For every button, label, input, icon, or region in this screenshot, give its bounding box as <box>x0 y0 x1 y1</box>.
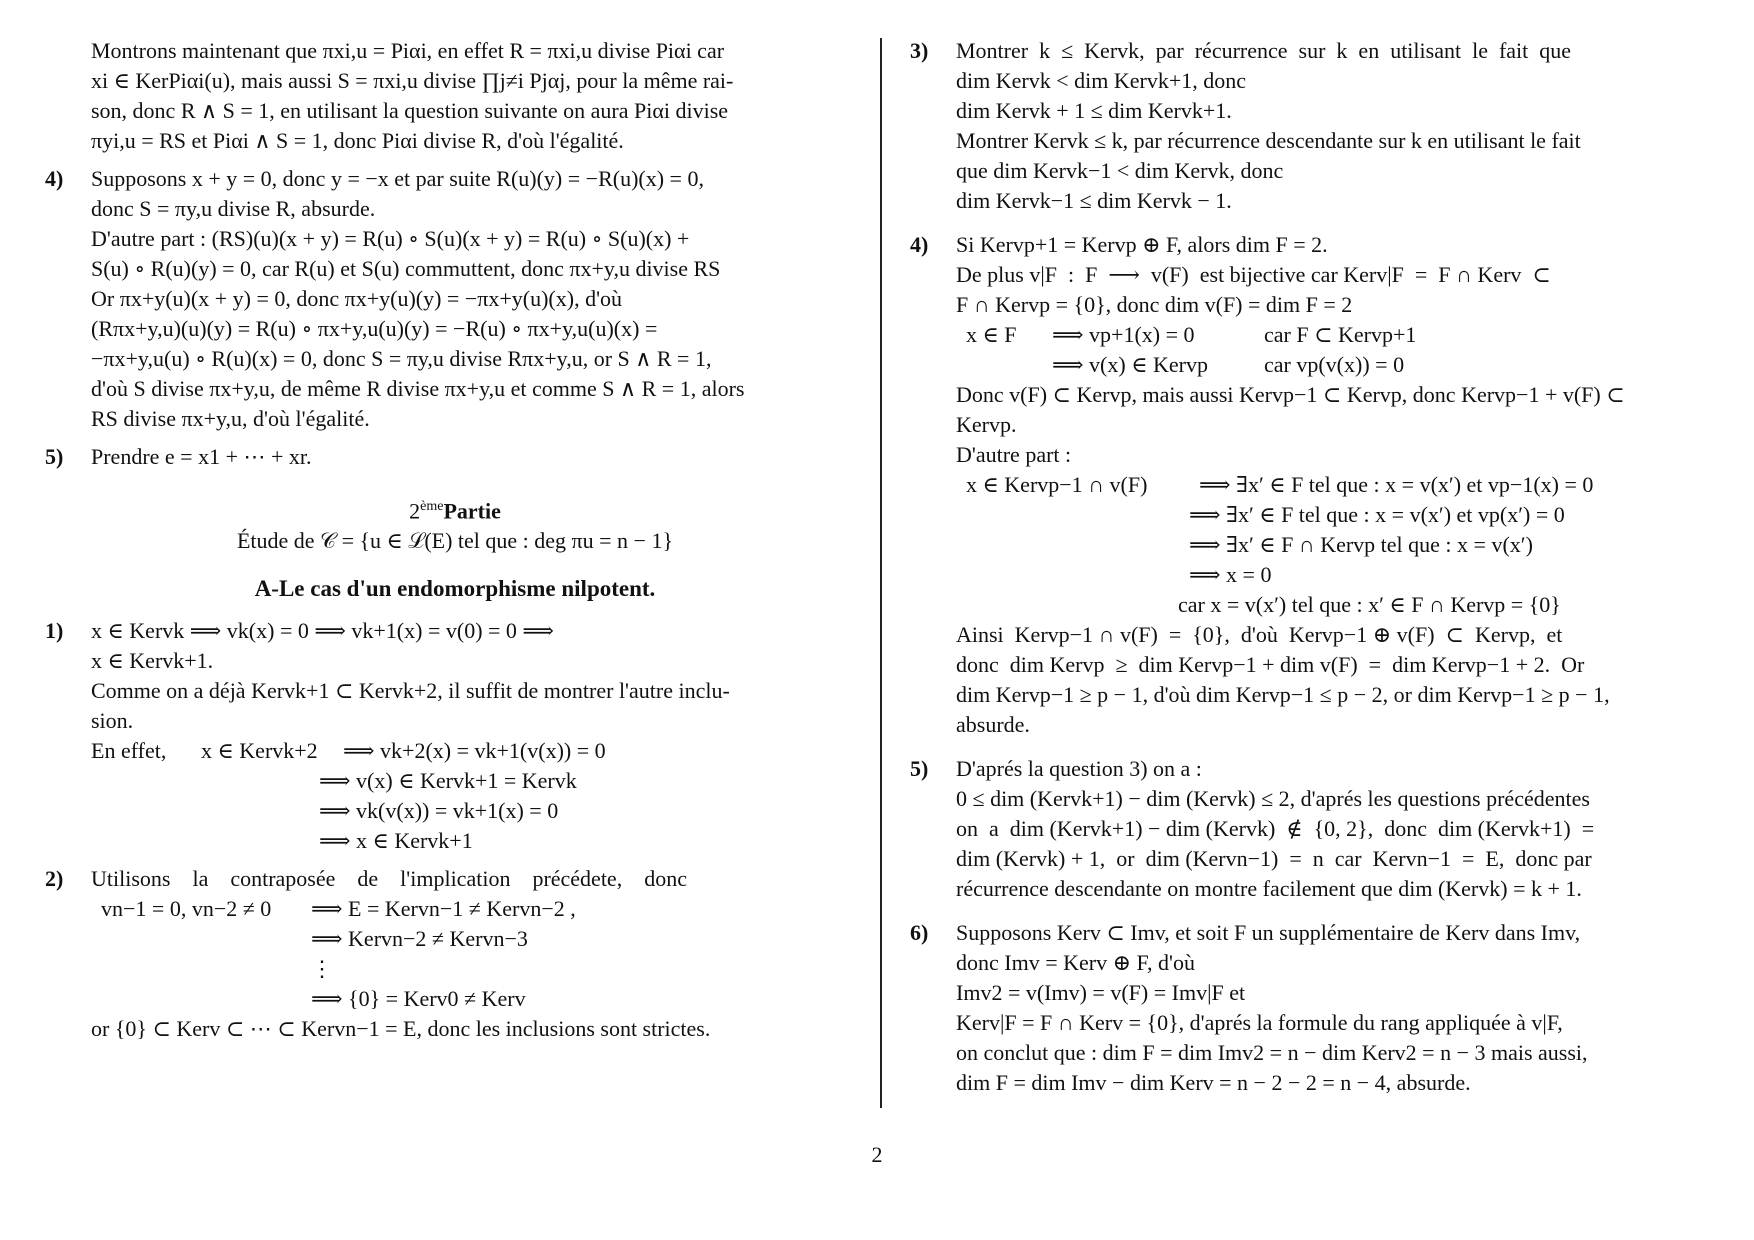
question-4: 4) Supposons x + y = 0, donc y = −x et par suite R(u)(y) = −R(u)(x) = 0, donc S = πy,u divise R, absurde. D'autre part : (RS)(u)(x + y) = R(u) ∘ S(u)(x + y) = R(u) ∘ S(u)(x) + S(u) ∘ R(u)(y) = 0, car R(u) et S(u) commuttent, donc πx+y,u divise RS Or πx+y(u)(x + y) = 0, donc πx+y(u)(y) = −πx+y(u)(x), d'où (Rπx+y,u)(u)(y) = R(u) ∘ πx+y,u(u)(y) = −R(u) ∘ πx+y,u(u)(x) = −πx+y,u(u) ∘ R(u)(x) = 0, donc S = πy,u divise Rπx+y,u, or S ∧ R = 1, d'où S divise πx+y,u, de même R divise πx+y,u et comme S ∧ R = 1, alors RS divise πx+y,u, d'où l'égalité. <box>45 166 745 431</box>
question-number: 5) <box>45 444 64 469</box>
question-number: 6) <box>910 920 929 945</box>
implication-row: x ∈ F ⟹ vp+1(x) = 0 car F ⊂ Kervp+1 <box>966 322 1417 347</box>
question-number: 3) <box>910 38 929 63</box>
question-a2: 2) Utilisons la contraposée de l'implication précédete, donc vn−1 = 0, vn−2 ≠ 0 ⟹ E = Kervn−1 ≠ Kervn−2 , ⟹ Kervn−2 ≠ Kervn−3 ⋮ ⟹ {0} = Kerv0 ≠ Kerv or {0} ⊂ Kerv ⊂ ⋯ ⊂ Kervn−1 = E, donc les inclusions sont strictes. <box>45 864 865 1044</box>
question-5-right: 5) D'aprés la question 3) on a : 0 ≤ dim (Kervk+1) − dim (Kervk) ≤ 2, d'aprés les questions précédentes on a dim (Kervk+1) − dim (Kervk) ∉ {0, 2}, donc dim (Kervk+1) = dim (Kervk) + 1, or dim (Kervn−1) = n car Kervn−1 = E, donc par récurrence descendante on montre facilement que dim (Kervk) = k + 1. <box>910 756 1595 901</box>
question-number: 4) <box>910 232 929 257</box>
question-4-right: 4) Si Kervp+1 = Kervp ⊕ F, alors dim F = 2. De plus v|F : F ⟶ v(F) est bijective car Kerv|F = F ∩ Kerv ⊂ F ∩ Kervp = {0}, donc dim v(F) = dim F = 2 x ∈ F ⟹ vp+1(x) = 0 car F ⊂ Kervp+1 ⟹ v(x) ∈ Kervp car vp(v(x)) = 0 Donc v(F) ⊂ Kervp, mais aussi Kervp−1 ⊂ Kervp, donc Kervp−1 + v(F) ⊂ Kervp. D'autre part : x ∈ Kervp−1 ∩ v(F) ⟹ ∃x′ ∈ F tel que : x = v(x′) et vp−1(x) = 0 ⟹ ∃x′ ∈ F tel que : x = v(x′) et vp(x′) = 0 ⟹ ∃x′ ∈ F ∩ Kervp tel que : x = v(x′) ⟹ x = 0 car x = v(x′) tel que : x′ ∈ F ∩ Kervp = {0} Ainsi Kervp−1 ∩ v(F) = {0}, d'où Kervp−1 ⊕ v(F) ⊂ Kervp, et donc dim Kervp ≥ dim Kervp−1 + dim v(F) = dim Kervp−1 + 2. Or dim Kervp−1 ≥ p − 1, d'où dim Kervp−1 ≤ p − 2, or dim Kervp−1 ≥ p − 1, absurde. <box>910 230 1732 740</box>
question-number: 5) <box>910 756 929 781</box>
part-subtitle: Étude de 𝒞 = {u ∈ ℒ(E) tel que : deg πu = n − 1} <box>236 528 674 554</box>
question-3: 3) Montrer k ≤ Kervk, par récurrence sur k en utilisant le fait que dim Kervk < dim Kervk+1, donc dim Kervk + 1 ≤ dim Kervk+1. Montrer Kervk ≤ k, par récurrence descendante sur k en utilisant le fait que dim Kervk−1 < dim Kervk, donc dim Kervk−1 ≤ dim Kervk − 1. <box>910 38 1581 213</box>
implication-row: ⟹ v(x) ∈ Kervp car vp(v(x)) = 0 <box>1052 352 1405 377</box>
implication-row: vn−1 = 0, vn−2 ≠ 0 ⟹ E = Kervn−1 ≠ Kervn−2 , <box>101 896 576 922</box>
intro-paragraph: Montrons maintenant que πxi,u = Piαi, en effet R = πxi,u divise Piαi car xi ∈ KerPiαi(u), mais aussi S = πxi,u divise ∏j≠i Pjαj, pour la même rai- son, donc R ∧ S = 1, en utilisant la question suivante on aura Piαi divise πyi,u = RS et Piαi ∧ S = 1, donc Piαi divise R, d'où l'égalité. <box>91 38 734 153</box>
page-number: 2 <box>871 1142 883 1167</box>
implication-row: En effet, x ∈ Kervk+2 ⟹ vk+2(x) = vk+1(v(x)) = 0 <box>91 738 606 764</box>
question-number: 1) <box>45 618 64 644</box>
question-a1: 1) x ∈ Kervk ⟹ vk(x) = 0 ⟹ vk+1(x) = v(0) = 0 ⟹ x ∈ Kervk+1. Comme on a déjà Kervk+1 ⊂ Kervk+2, il suffit de montrer l'autre inclu- sion. En effet, x ∈ Kervk+2 ⟹ vk+2(x) = vk+1(v(x)) = 0 ⟹ v(x) ∈ Kervk+1 = Kervk ⟹ vk(v(x)) = vk+1(x) = 0 ⟹ x ∈ Kervk+1 <box>45 616 865 856</box>
part-heading: 2èmePartie <box>409 498 501 524</box>
right-column <box>910 36 1732 1098</box>
left-column <box>45 36 865 1044</box>
question-number: 2) <box>45 866 64 892</box>
column-divider <box>880 38 882 1108</box>
question-5: 5) Prendre e = x1 + ⋯ + xr. <box>45 442 865 472</box>
implication-row: x ∈ Kervp−1 ∩ v(F) ⟹ ∃x′ ∈ F tel que : x = v(x′) et vp−1(x) = 0 <box>966 472 1594 497</box>
question-6: 6) Supposons Kerv ⊂ Imv, et soit F un supplémentaire de Kerv dans Imv, donc Imv = Kerv ⊕ F, d'où Imv2 = v(Imv) = v(F) = Imv|F et Kerv|F = F ∩ Kerv = {0}, d'aprés la formule du rang appliquée à v|F, on conclut que : dim F = dim Imv2 = n − dim Kerv2 = n − 3 mais aussi, dim F = dim Imv − dim Kerv = n − 2 − 2 = n − 4, absurde. <box>910 920 1588 1095</box>
section-title: A-Le cas d'un endomorphisme nilpotent. <box>254 576 656 602</box>
question-number: 4) <box>45 166 64 191</box>
